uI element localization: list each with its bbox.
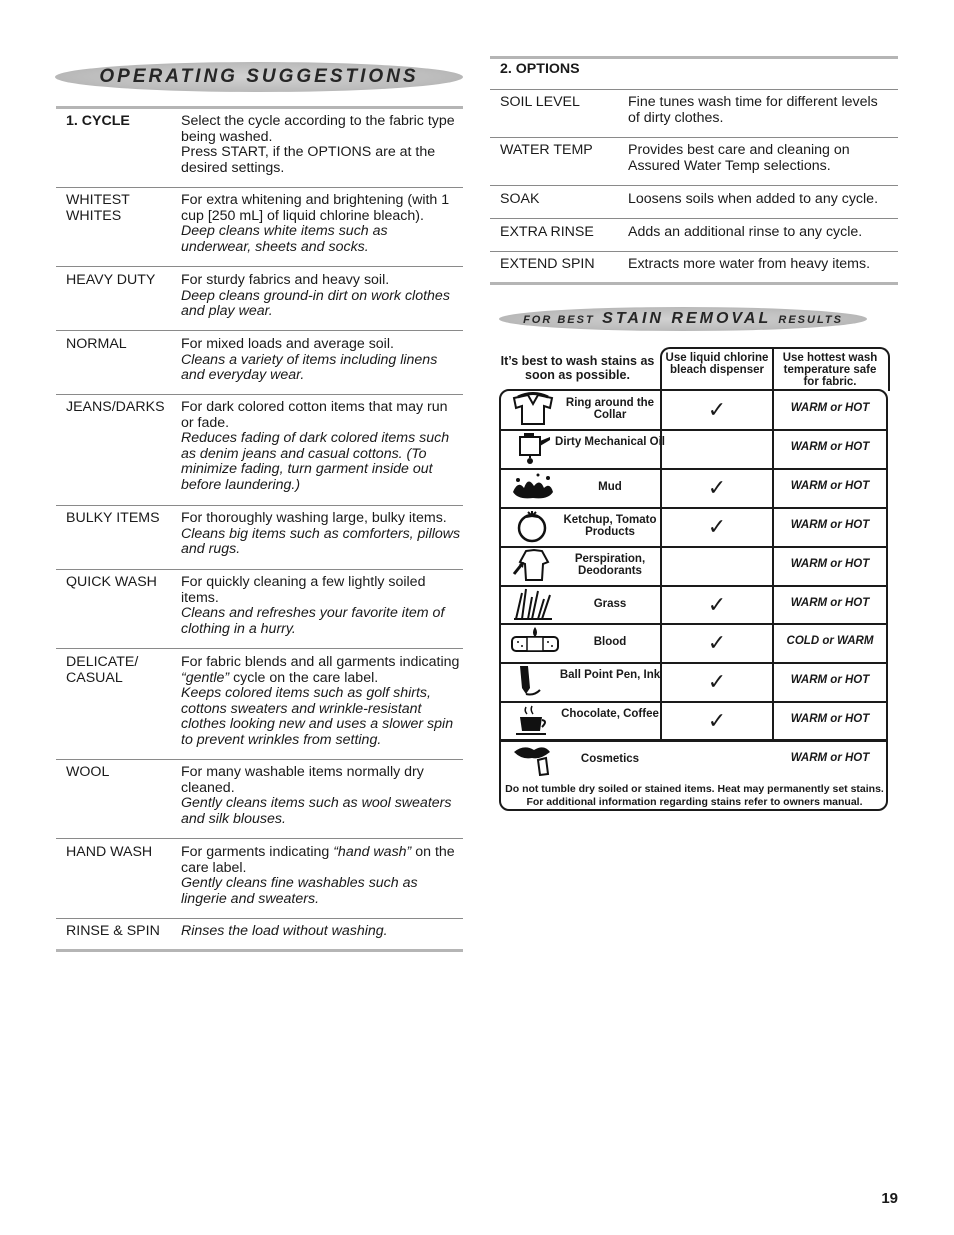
shirt-collar-icon	[510, 392, 556, 431]
temperature-value: WARM or HOT	[790, 402, 870, 414]
option-desc: Provides best care and cleaning on Assured Water Temp selections.	[628, 142, 850, 174]
stain-row-divider	[500, 585, 887, 587]
option-label: SOAK	[500, 191, 540, 207]
option-desc: Fine tunes wash time for different levels of dirty clothes.	[628, 94, 878, 126]
cycle-label: RINSE & SPIN	[66, 923, 160, 939]
cycle-desc-quote: “gentle”	[181, 669, 230, 686]
row-divider	[490, 251, 898, 252]
stain-row-divider	[500, 507, 887, 509]
cycle-desc-text: For mixed loads and average soil.	[181, 336, 394, 352]
cycle-desc	[181, 765, 461, 827]
row-divider	[56, 505, 463, 506]
stain-banner-main: STAIN REMOVAL	[602, 310, 771, 327]
cycle-note: Cleans and refreshes your favorite item of clothing in a hurry.	[181, 605, 445, 637]
stain-row-divider	[500, 468, 887, 470]
temperature-value: WARM or HOT	[790, 713, 870, 725]
cycle-note: Reduces fading of dark colored items such as denim jeans and casual cottons. (To minimize fading, turn garment inside out before laundering.)	[181, 430, 450, 493]
row-divider	[56, 838, 463, 839]
option-label: EXTRA RINSE	[500, 224, 594, 240]
coffee-cup-icon	[510, 703, 556, 742]
temperature-value: COLD or WARM	[786, 635, 874, 647]
chart-footer-divider	[500, 739, 887, 741]
option-desc: Adds an additional rinse to any cycle.	[628, 224, 863, 240]
cycle-header-desc-line2: Press START, if the OPTIONS are at the desired settings.	[181, 144, 436, 176]
row-divider	[56, 569, 463, 570]
stain-name: Chocolate, Coffee	[561, 708, 659, 720]
stain-row-divider	[500, 429, 887, 431]
cycle-note: Deep cleans ground-in dirt on work clothes and play wear.	[181, 287, 450, 320]
temperature-value: WARM or HOT	[790, 480, 870, 492]
bleach-check-mark: ✓	[707, 397, 727, 422]
cycle-desc	[181, 511, 461, 558]
row-divider	[56, 394, 463, 395]
row-divider	[490, 185, 898, 186]
cycle-header-desc-line1: Select the cycle according to the fabric type being washed.	[181, 113, 455, 145]
cycle-desc-text: For dark colored cotton items that may run or fade.	[181, 399, 448, 431]
option-desc: Loosens soils when added to any cycle.	[628, 191, 879, 207]
stain-name: Mud	[598, 481, 622, 493]
cycle-note: Cleans a variety of items including linens and everyday wear.	[181, 351, 438, 384]
lipstick-icon	[510, 742, 556, 781]
bleach-check-mark: ✓	[707, 514, 727, 539]
stain-footnote-2: For additional information regarding stains refer to owners manual.	[526, 796, 863, 808]
stain-name: Perspiration, Deodorants	[574, 553, 646, 577]
stain-name: Blood	[593, 636, 627, 648]
cycle-note: Cleans big items such as comforters, pillows and rugs.	[181, 525, 461, 558]
stain-name: Grass	[593, 598, 627, 610]
cycle-label: NORMAL	[66, 336, 127, 352]
cycle-desc-quote: “hand wash”	[333, 844, 412, 860]
cycle-desc-text	[181, 655, 461, 686]
cycle-desc	[181, 845, 461, 907]
cycle-label: JEANS/DARKS	[66, 399, 165, 415]
row-divider	[56, 266, 463, 267]
stain-footnote-1: Do not tumble dry soiled or stained items. Heat may permanently set stains.	[505, 783, 884, 795]
cycle-header-desc	[181, 114, 461, 176]
cycle-note: Keeps colored items such as golf shirts, cottons sweaters and wrinkle-resistant clothes looking new and uses a slower spin to prevent wrinkles from setting.	[181, 685, 454, 748]
stain-row-divider	[500, 546, 887, 548]
stain-row-divider	[500, 701, 887, 703]
cycle-note: Deep cleans white items such as underwear, sheets and socks.	[181, 223, 388, 255]
temperature-value: WARM or HOT	[790, 519, 870, 531]
row-divider	[490, 218, 898, 219]
oil-can-icon	[510, 431, 556, 470]
stain-row-divider	[500, 662, 887, 664]
col-header-temperature: Use hottest wash temperature safe for fabric.	[782, 352, 878, 388]
cycle-label: DELICATE/ CASUAL	[66, 654, 139, 686]
stain-name: Ring around the Collar	[565, 397, 655, 421]
bleach-check-mark: ✓	[707, 592, 727, 617]
option-label: EXTEND SPIN	[500, 256, 595, 272]
tomato-icon	[510, 509, 556, 548]
col-header-bleach: Use liquid chlorine bleach dispenser	[665, 352, 769, 376]
cycle-desc-part: For garments indicating	[181, 844, 330, 860]
cycle-desc-text: For quickly cleaning a few lightly soiled items.	[181, 574, 426, 606]
grass-icon	[510, 587, 556, 626]
temperature-value: WARM or HOT	[790, 674, 870, 686]
cycle-label: HAND WASH	[66, 844, 153, 860]
temperature-value: WARM or HOT	[790, 597, 870, 609]
option-label: WATER TEMP	[500, 142, 593, 158]
row-divider	[490, 89, 898, 90]
bleach-check-mark: ✓	[707, 630, 727, 655]
cycle-desc	[181, 273, 461, 320]
stain-intro: It’s best to wash stains as soon as possible.	[500, 354, 655, 382]
row-divider	[56, 648, 463, 649]
option-desc: Extracts more water from heavy items.	[628, 256, 871, 272]
stain-banner-post: RESULTS	[778, 314, 843, 326]
cycle-desc	[181, 193, 461, 255]
stain-name: Cosmetics	[580, 753, 640, 765]
mud-splash-icon	[510, 470, 556, 509]
operating-suggestions-title: OPERATING SUGGESTIONS	[99, 66, 419, 87]
temperature-value: WARM or HOT	[790, 441, 870, 453]
options-table-top-rule	[490, 56, 898, 59]
cycle-header-label: 1. CYCLE	[66, 113, 130, 129]
cycle-desc-text: For many washable items normally dry cleaned.	[181, 764, 424, 796]
cycle-label: WOOL	[66, 764, 110, 780]
row-divider	[490, 137, 898, 138]
cycle-desc-part: For fabric blends and all garments indicating	[181, 654, 460, 670]
cycle-label: QUICK WASH	[66, 574, 157, 590]
stain-banner-pre: FOR BEST	[523, 314, 595, 326]
cycle-label: BULKY ITEMS	[66, 510, 160, 526]
options-table-bottom-rule	[490, 282, 898, 285]
stain-removal-banner	[499, 307, 867, 331]
cycle-desc-part: on the care label.	[181, 844, 455, 876]
bandage-icon	[510, 625, 560, 664]
cycle-table-top-rule	[56, 106, 463, 109]
row-divider	[56, 330, 463, 331]
cycle-desc-text: For extra whitening and brightening (with 1 cup [250 mL] of liquid chlorine bleach).	[181, 192, 450, 224]
cycle-desc	[181, 337, 461, 384]
bleach-check-mark: ✓	[707, 669, 727, 694]
cycle-desc-text	[181, 845, 461, 876]
bleach-check-mark: ✓	[707, 475, 727, 500]
bleach-check-mark: ✓	[707, 708, 727, 733]
options-header: 2. OPTIONS	[500, 61, 580, 77]
row-divider	[56, 187, 463, 188]
cycle-desc	[181, 575, 461, 637]
operating-suggestions-banner	[55, 62, 463, 92]
cycle-desc-text: For thoroughly washing large, bulky items.	[181, 510, 447, 526]
cycle-desc-text: For sturdy fabrics and heavy soil.	[181, 272, 390, 288]
row-divider	[56, 918, 463, 919]
shirt-armpit-icon	[510, 548, 556, 587]
cycle-desc-part: cycle on the care label.	[233, 669, 379, 686]
cycle-label: WHITEST WHITES	[66, 192, 130, 224]
option-label: SOIL LEVEL	[500, 94, 580, 110]
cycle-note: Gently cleans items such as wool sweaters and silk blouses.	[181, 795, 452, 827]
cycle-note: Gently cleans fine washables such as lingerie and sweaters.	[181, 875, 418, 907]
stain-banner-text	[523, 310, 843, 328]
stain-name: Ketchup, Tomato Products	[563, 514, 657, 538]
cycle-label: HEAVY DUTY	[66, 272, 156, 288]
col-header-divider	[772, 348, 774, 391]
row-divider	[56, 759, 463, 760]
stain-name: Dirty Mechanical Oil	[555, 436, 665, 448]
cycle-note: Rinses the load without washing.	[181, 923, 388, 939]
cycle-desc	[181, 400, 461, 494]
temperature-value: WARM or HOT	[790, 558, 870, 570]
stain-name: Ball Point Pen, Ink	[559, 669, 661, 681]
temperature-value: WARM or HOT	[790, 752, 870, 764]
page-number: 19	[881, 1190, 898, 1207]
cycle-desc	[181, 655, 461, 749]
cycle-table-bottom-rule	[56, 949, 463, 952]
pen-icon	[510, 664, 556, 703]
